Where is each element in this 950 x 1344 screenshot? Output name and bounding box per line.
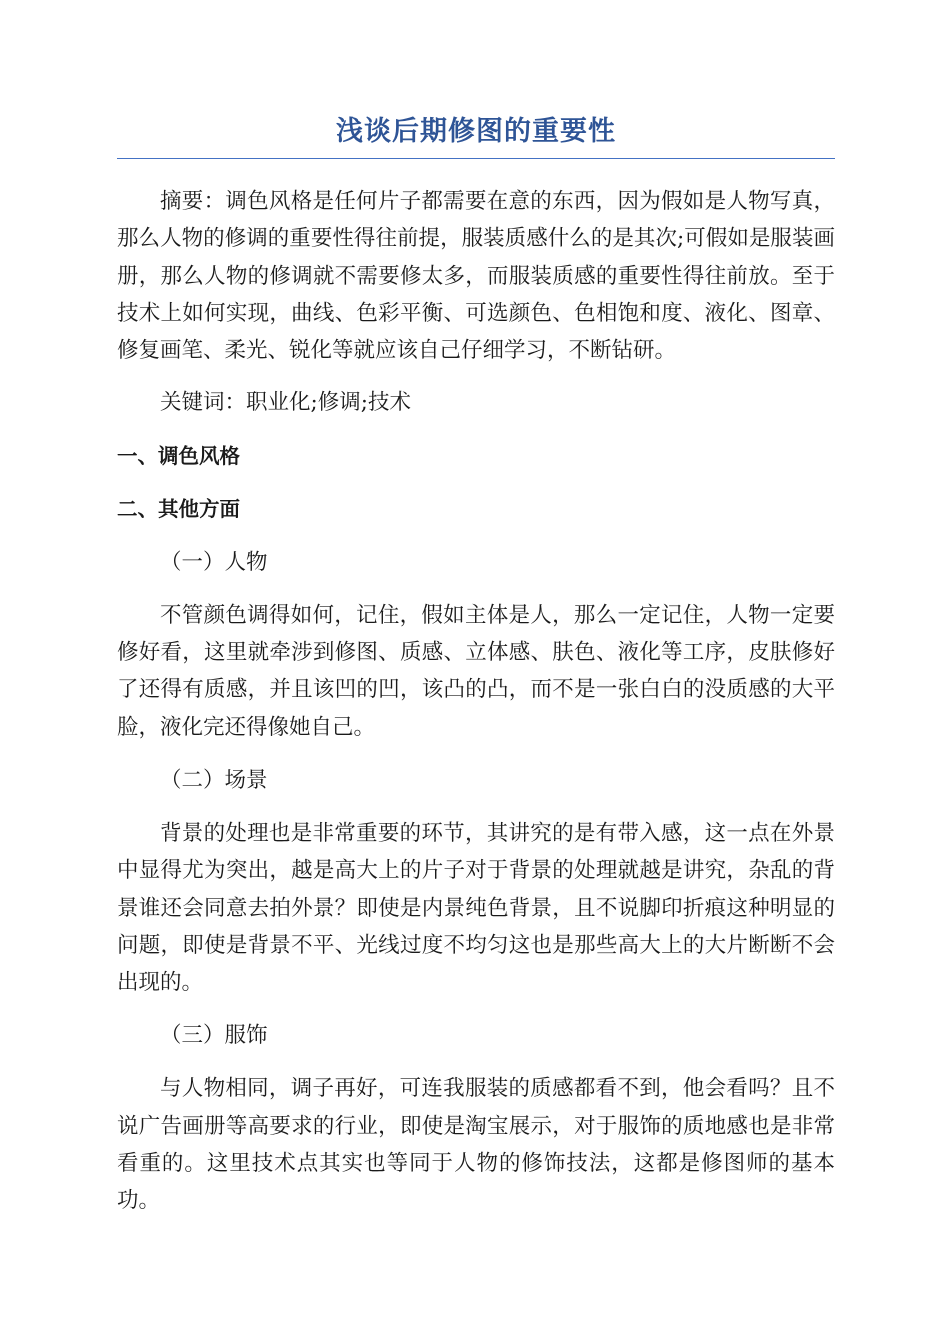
subsection-body-scene: 背景的处理也是非常重要的环节，其讲究的是有带入感，这一点在外景中显得尤为突出，越是高大上的片子对于背景的处理就越是讲究，杂乱的背景谁还会同意去拍外景？即使是内景纯色背景，且不说脚印折痕这种明显的问题，即使是背景不平、光线过度不均匀这也是那些高大上的大片断断不会出现的。 — [117, 820, 835, 996]
section-heading-other-aspects: 二、其他方面 — [117, 496, 240, 521]
subsection-body-clothing: 与人物相同，调子再好，可连我服装的质感都看不到，他会看吗？且不说广告画册等高要求的行业，即使是淘宝展示，对于服饰的质地感也是非常看重的。这里技术点其实也等同于人物的修饰技法，这都是修图师的基本功。 — [117, 1076, 835, 1214]
section-heading-color-style: 一、调色风格 — [117, 443, 240, 468]
abstract-paragraph: 摘要：调色风格是任何片子都需要在意的东西，因为假如是人物写真，那么人物的修调的重要性得往前提，服装质感什么的是其次;可假如是服装画册，那么人物的修调就不需要修太多，而服装质感的重要性得往前放。至于技术上如何实现，曲线、色彩平衡、可选颜色、色相饱和度、液化、图章、修复画笔、柔光、锐化等就应该自己仔细学习，不断钻研。 — [117, 189, 835, 364]
keywords-line: 关键词：职业化;修调;技术 — [160, 390, 411, 416]
document-title: 浅谈后期修图的重要性 — [117, 112, 835, 159]
subsection-body-person: 不管颜色调得如何，记住，假如主体是人，那么一定记住，人物一定要修好看，这里就牵涉到修图、质感、立体感、肤色、液化等工序，皮肤修好了还得有质感，并且该凹的凹，该凸的凸，而不是一张白白的没质感的大平脸，液化完还得像她自己。 — [117, 602, 835, 740]
subsection-heading-scene: （二）场景 — [160, 767, 268, 793]
subsection-heading-person: （一）人物 — [160, 549, 268, 575]
document-page — [117, 112, 835, 1220]
subsection-heading-clothing: （三）服饰 — [160, 1023, 268, 1049]
